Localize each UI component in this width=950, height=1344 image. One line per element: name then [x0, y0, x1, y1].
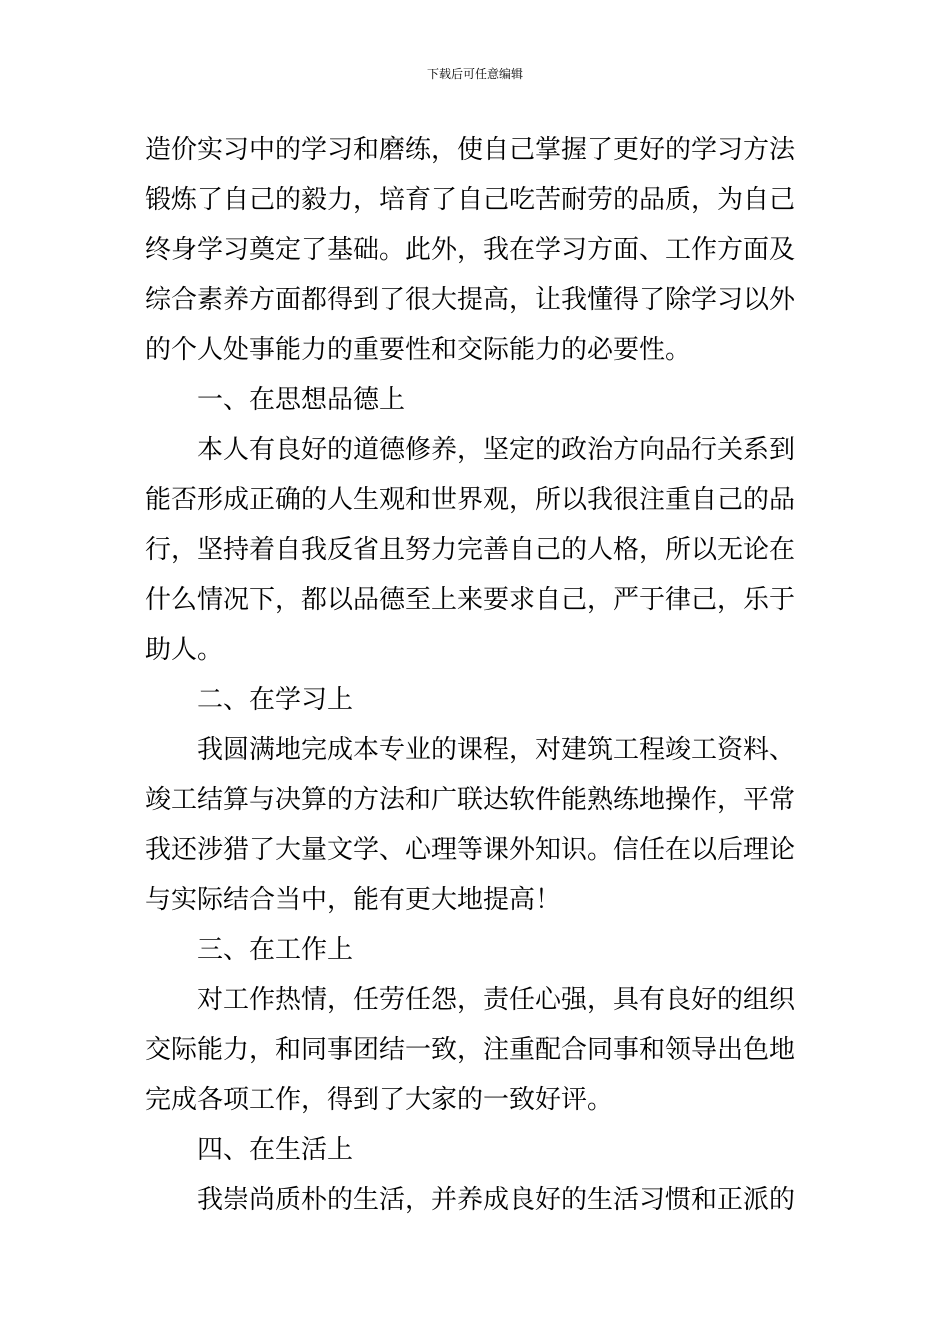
section-heading-ideology: 一、在思想品德上 — [197, 385, 406, 415]
text-line: 交际能力，和同事团结一致，注重配合同事和领导出色地 — [145, 1035, 796, 1065]
text-line: 本人有良好的道德修养，坚定的政治方向品行关系到 — [197, 435, 796, 465]
text-line: 与实际结合当中，能有更大地提高！ — [145, 885, 562, 915]
text-line: 锻炼了自己的毅力，培育了自己吃苦耐劳的品质，为自己 — [145, 185, 796, 215]
text-line: 的个人处事能力的重要性和交际能力的必要性。 — [145, 335, 692, 365]
text-line: 我崇尚质朴的生活，并养成良好的生活习惯和正派的 — [197, 1185, 796, 1215]
section-heading-study: 二、在学习上 — [197, 685, 354, 715]
text-line: 能否形成正确的人生观和世界观，所以我很注重自己的品 — [145, 485, 796, 515]
text-line: 我圆满地完成本专业的课程，对建筑工程竣工资料、 — [197, 735, 796, 765]
text-line: 对工作热情，任劳任怨，责任心强，具有良好的组织 — [197, 985, 796, 1015]
text-line: 行，坚持着自我反省且努力完善自己的人格，所以无论在 — [145, 535, 796, 565]
section-heading-work: 三、在工作上 — [197, 935, 354, 965]
text-line: 造价实习中的学习和磨练，使自己掌握了更好的学习方法 — [145, 135, 796, 165]
section-heading-life: 四、在生活上 — [197, 1135, 354, 1165]
text-line: 什么情况下，都以品德至上来要求自己，严于律己，乐于 — [145, 585, 796, 615]
text-line: 综合素养方面都得到了很大提高，让我懂得了除学习以外 — [145, 285, 796, 315]
text-line: 助人。 — [145, 635, 224, 665]
text-line: 终身学习奠定了基础。此外，我在学习方面、工作方面及 — [145, 235, 796, 265]
text-line: 完成各项工作，得到了大家的一致好评。 — [145, 1085, 614, 1115]
text-line: 竣工结算与决算的方法和广联达软件能熟练地操作，平常 — [145, 785, 796, 815]
page-header: 下载后可任意编辑 — [426, 67, 523, 81]
text-line: 我还涉猎了大量文学、心理等课外知识。信任在以后理论 — [145, 835, 796, 865]
